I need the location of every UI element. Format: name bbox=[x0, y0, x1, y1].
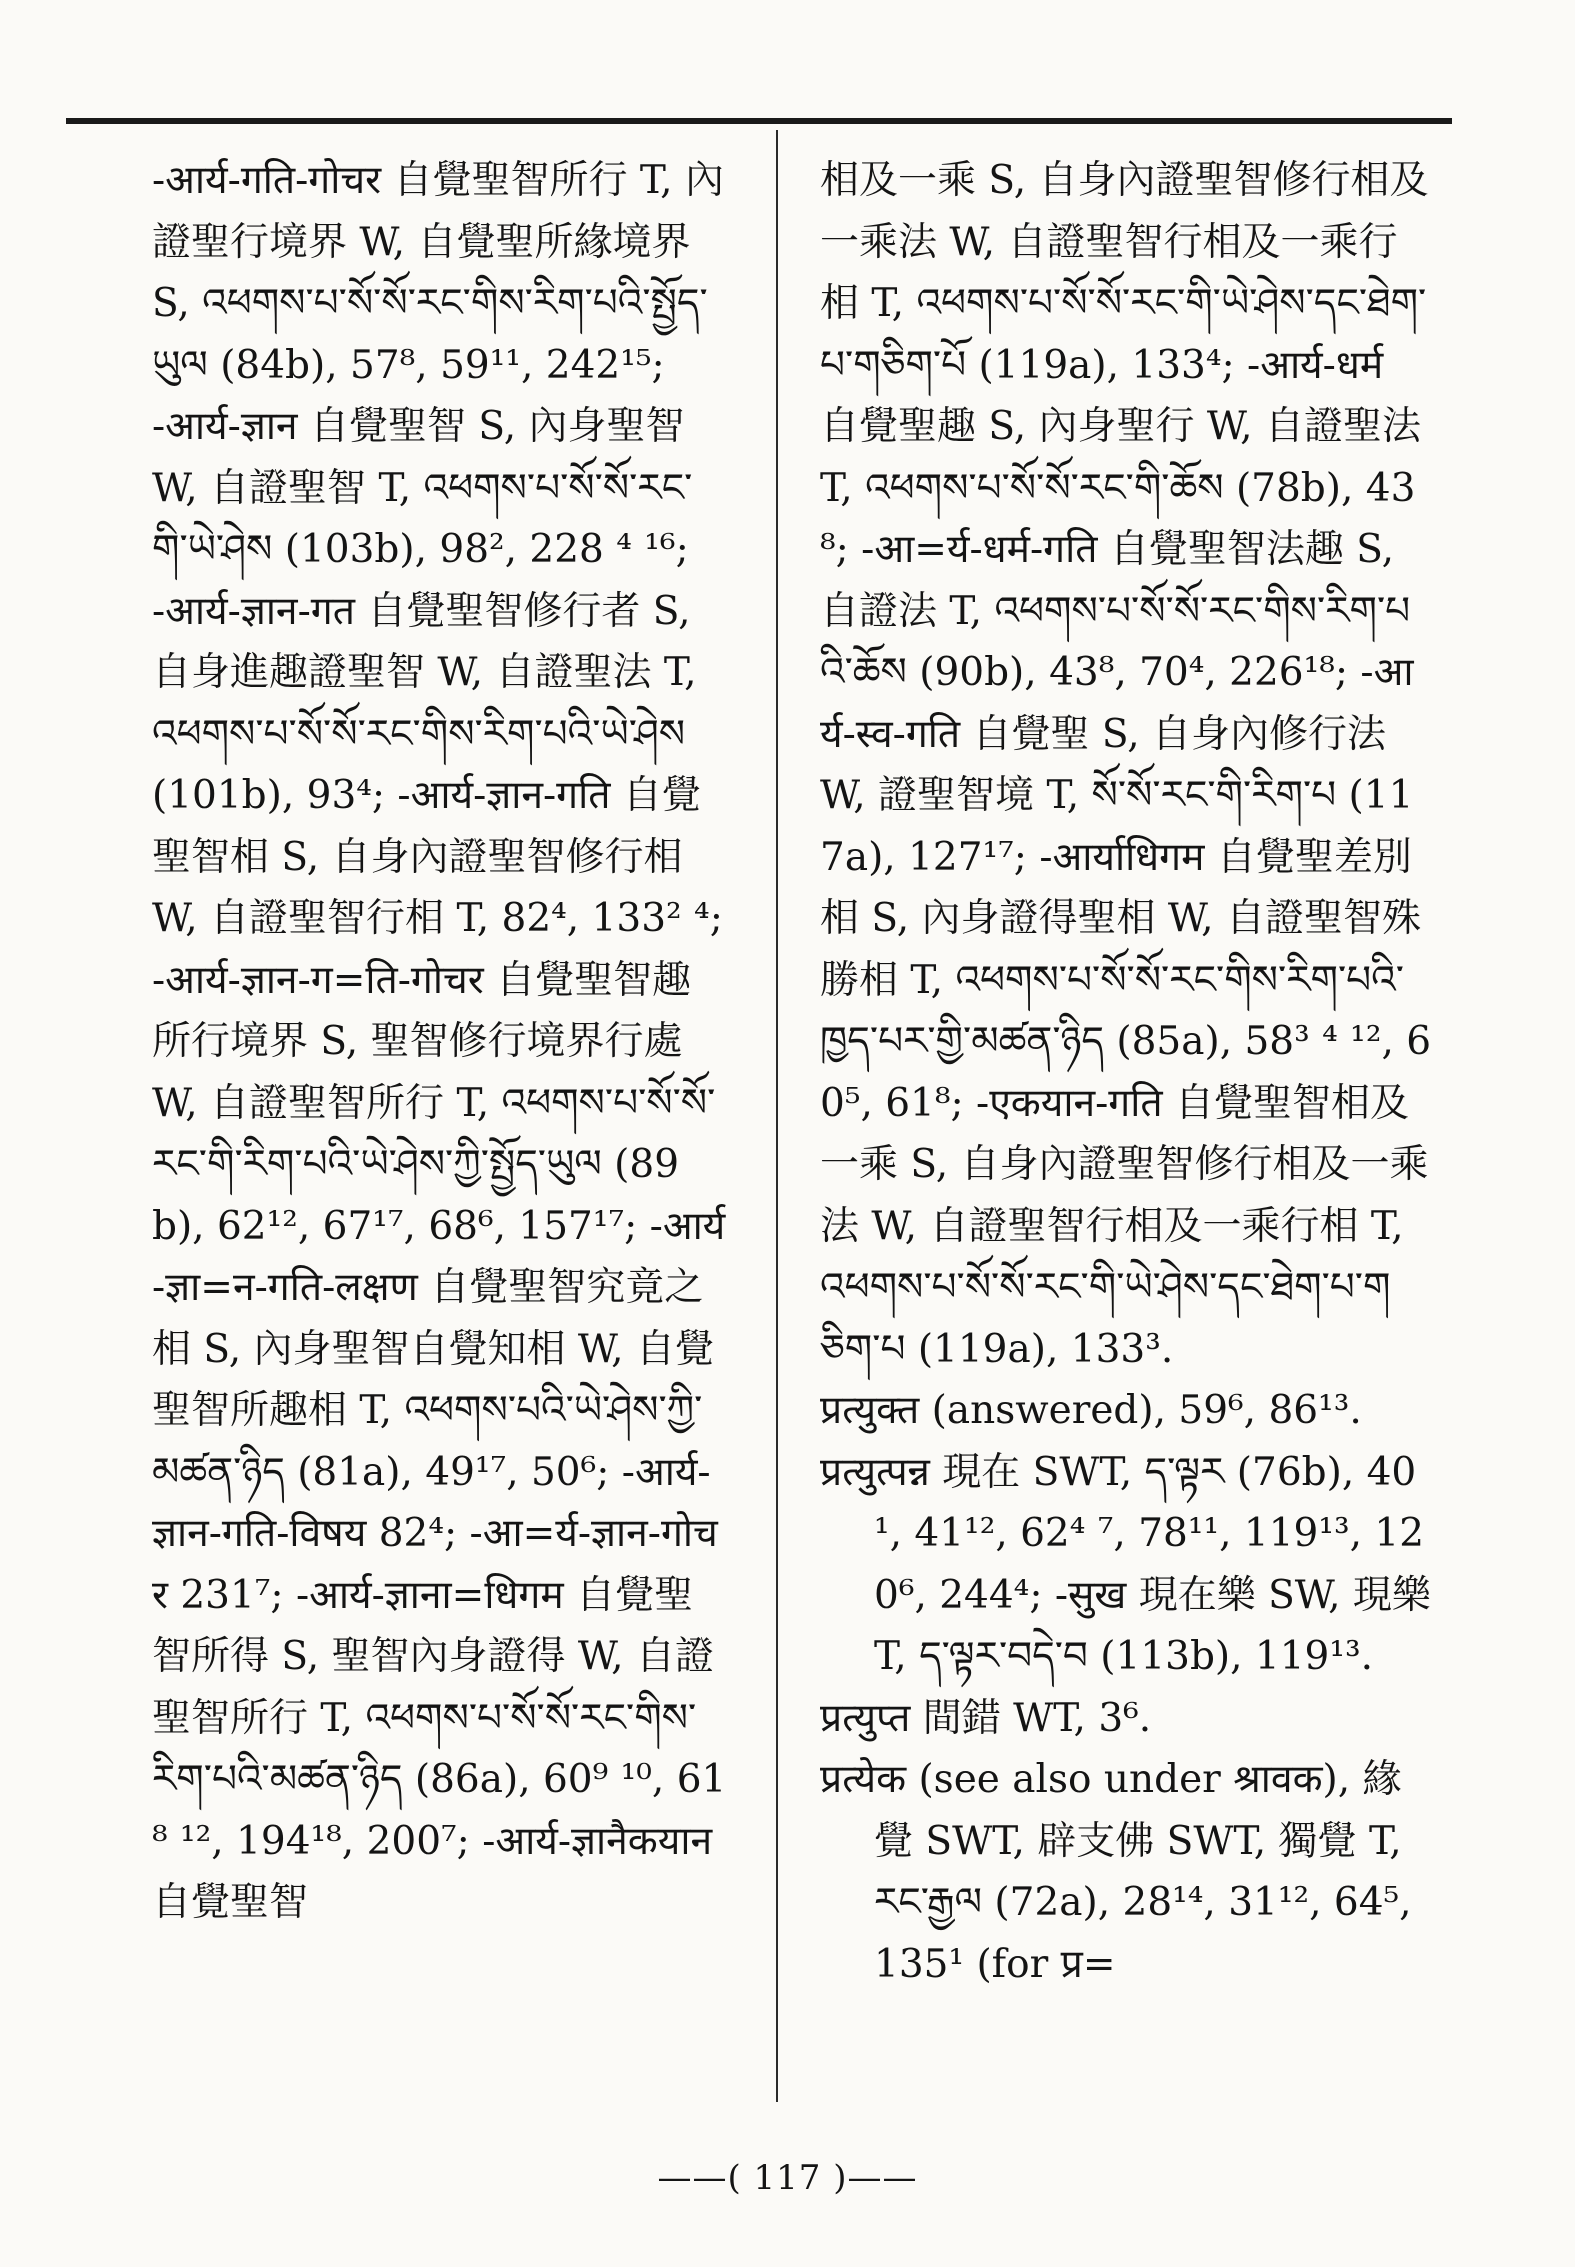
entry-pratyupta: प्रत्युप्त 間錯 WT, 3⁶. bbox=[820, 1695, 1152, 1741]
entry-pratyeka: प्रत्येक (see also under श्रावक), 緣覺 SWT, 辟支佛 SWT, 獨覺 T, རང་རྒྱལ (72a), 28¹⁴, 31¹², 64⁵, 135¹ (for प्र= bbox=[820, 1757, 1412, 1987]
page-number: ——( 117 )—— bbox=[657, 2158, 918, 2198]
entry-pratyutpanna: प्रत्युत्पन्न 現在 SWT, ད་ལྟར (76b), 40¹, 41¹², 62⁴ ⁷, 78¹¹, 119¹³, 120⁶, 244⁴; -सुख 現在樂 SW, 現樂 T, ད་ལྟར་བདེ་བ (113b), 119¹³. bbox=[820, 1449, 1431, 1679]
column-divider bbox=[776, 130, 778, 2102]
entry-continuation: 相及一乘 S, 自身內證聖智修行相及一乘法 W, 自證聖智行相及一乘行相 T, འཕགས་པ་སོ་སོ་རང་གི་ཡེ་ཤེས་དང་ཐེག་པ་གཅིག་པོ (119a), 133⁴; -आर्य-धर्म 自覺聖趣 S, 內身聖行 W, 自證聖法 T, འཕགས་པ་སོ་སོ་རང་གི་ཆོས (78b), 43⁸; -आ=र्य-धर्म-गति 自覺聖智法趣 S, 自證法 T, འཕགས་པ་སོ་སོ་རང་གིས་རིག་པའི་ཆོས (90b), 43⁸, 70⁴, 226¹⁸; -आर्य-स्व-गति 自覺聖 S, 自身內修行法 W, 證聖智境 T, སོ་སོ་རང་གི་རིག་པ (117a), 127¹⁷; -आर्याधिगम 自覺聖差別相 S, 內身證得聖相 W, 自證聖智殊勝相 T, འཕགས་པ་སོ་སོ་རང་གིས་རིག་པའི་ཁྱད་པར་གྱི་མཚན་ཉིད (85a), 58³ ⁴ ¹², 60⁵, 61⁸; -एकयान-गति 自覺聖智相及一乘 S, 自身內證聖智修行相及一乘法 W, 自證聖智行相及一乘行相 T, འཕགས་པ་སོ་སོ་རང་གི་ཡེ་ཤེས་དང་ཐེག་པ་གཅིག་པ (119a), 133³. bbox=[820, 158, 1432, 1372]
entry-arya-continued: -आर्य-गति-गोचर 自覺聖智所行 T, 內證聖行境界 W, 自覺聖所緣境界 S, འཕགས་པ་སོ་སོ་རང་གིས་རིག་པའི་སྤྱོད་ཡུལ (84b), 57⁸, 59¹¹, 242¹⁵; -आर्य-ज्ञान 自覺聖智 S, 內身聖智 W, 自證聖智 T, འཕགས་པ་སོ་སོ་རང་གི་ཡེ་ཤེས (103b), 98², 228 ⁴ ¹⁶; -आर्य-ज्ञान-गत 自覺聖智修行者 S, 自身進趣證聖智 W, 自證聖法 T, འཕགས་པ་སོ་སོ་རང་གིས་རིག་པའི་ཡེ་ཤེས (101b), 93⁴; -आर्य-ज्ञान-गति 自覺聖智相 S, 自身內證聖智修行相 W, 自證聖智行相 T, 82⁴, 133² ⁴; -आर्य-ज्ञान-ग=ति-गोचर 自覺聖智趣所行境界 S, 聖智修行境界行處 W, 自證聖智所行 T, འཕགས་པ་སོ་སོ་རང་གི་རིག་པའི་ཡེ་ཤེས་ཀྱི་སྤྱོད་ཡུལ (89b), 62¹², 67¹⁷, 68⁶, 157¹⁷; -आर्य-ज्ञा=न-गति-लक्षण 自覺聖智究竟之相 S, 內身聖智自覺知相 W, 自覺聖智所趣相 T, འཕགས་པའི་ཡེ་ཤེས་ཀྱི་མཚན་ཉིད (81a), 49¹⁷, 50⁶; -आर्य-ज्ञान-गति-विषय 82⁴; -आ=र्य-ज्ञान-गोचर 231⁷; -आर्य-ज्ञाना=धिगम 自覺聖智所得 S, 聖智內身證得 W, 自證聖智所行 T, འཕགས་པ་སོ་སོ་རང་གིས་རིག་པའི་མཚན་ཉིད (86a), 60⁹ ¹⁰, 61⁸ ¹², 194¹⁸, 200⁷; -आर्य-ज्ञानैकयान 自覺聖智 bbox=[152, 158, 727, 1925]
top-rule bbox=[66, 118, 1452, 124]
left-column bbox=[152, 150, 727, 1934]
entry-pratyukta: प्रत्युक्त (answered), 59⁶, 86¹³. bbox=[820, 1388, 1362, 1433]
right-column bbox=[820, 150, 1434, 1995]
